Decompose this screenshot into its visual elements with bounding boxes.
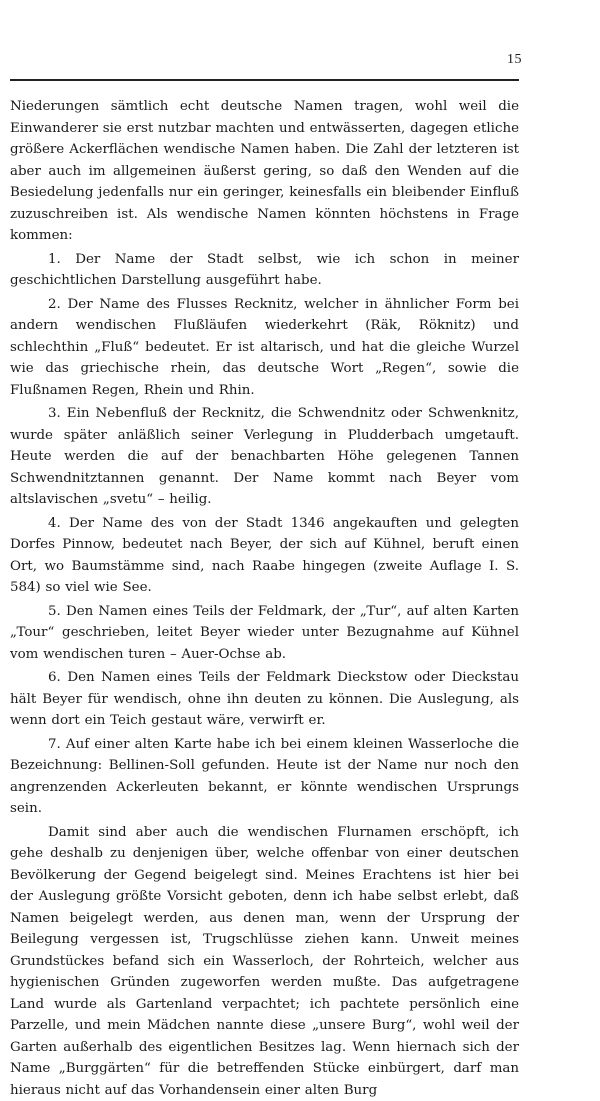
header-rule — [10, 79, 519, 81]
paragraph-item-4: 4. Der Name des von der Stadt 1346 angekauften und gelegten Dorfes Pinnow, bedeutet nach Beyer, der sich auf Kühnel, beruft einen Ort, wo Baumstämme sind, nach Raabe hingegen (zweite Auflage I. S. 584) so viel wie See. — [10, 513, 519, 599]
paragraph-item-1: 1. Der Name der Stadt selbst, wie ich schon in meiner geschichtlichen Darstellung ausgeführt habe. — [10, 249, 519, 292]
paragraph-item-3: 3. Ein Nebenfluß der Recknitz, die Schwendnitz oder Schwenknitz, wurde später anläßlich seiner Verlegung in Pludderbach umgetauft. Heute werden die auf der benachbarten Höhe gelegenen Tannen Schwendnitztannen genannt. Der Name kommt nach Beyer vom altslavischen „svetu“ – heilig. — [10, 403, 519, 511]
paragraph-closing: Damit sind aber auch die wendischen Flurnamen erschöpft, ich gehe deshalb zu denjenigen über, welche offenbar von einer deutschen Bevölkerung der Gegend beigelegt sind. Meines Erachtens ist hier bei der Auslegung größte Vorsicht geboten, denn ich habe selbst erlebt, daß Namen beigelegt werden, aus denen man, wenn der Ursprung der Beilegung vergessen ist, Trugschlüsse ziehen kann. Unweit meines Grundstückes befand sich ein Wasserloch, der Rohrteich, welcher aus hygienischen Gründen zugeworfen werden mußte. Das aufgetragene Land wurde als Gartenland verpachtet; ich pachtete persönlich eine Parzelle, und mein Mädchen nannte diese „unsere Burg“, wohl weil der Garten außerhalb des eigentlichen Besitzes lag. Wenn hiernach sich der Name „Burggärten“ für die betreffenden Stücke einbürgert, darf man hieraus nicht auf das Vorhandensein einer alten Burg — [10, 822, 519, 1101]
paragraph-item-6: 6. Den Namen eines Teils der Feldmark Dieckstow oder Dieckstau hält Beyer für wendisch, ohne ihn deuten zu können. Die Auslegung, als wenn dort ein Teich gestaut wäre, verwirft er. — [10, 667, 519, 732]
page-body-text — [10, 96, 519, 1101]
paragraph-item-2: 2. Der Name des Flusses Recknitz, welcher in ähnlicher Form bei andern wendischen Flußläufen wiederkehrt (Räk, Röknitz) und schlechthin „Fluß“ bedeutet. Er ist altarisch, und hat die gleiche Wurzel wie das griechische rhein, das deutsche Wort „Regen“, sowie die Flußnamen Regen, Rhein und Rhin. — [10, 294, 519, 402]
paragraph-item-5: 5. Den Namen eines Teils der Feldmark, der „Tur“, auf alten Karten „Tour“ geschrieben, leitet Beyer wieder unter Bezugnahme auf Kühnel vom wendischen turen – Auer-Ochse ab. — [10, 601, 519, 666]
page-number: 15 — [507, 52, 522, 68]
paragraph-item-7: 7. Auf einer alten Karte habe ich bei einem kleinen Wasserloche die Bezeichnung: Bellinen-Soll gefunden. Heute ist der Name nur noch den angrenzenden Ackerleuten bekannt, er könnte wendischen Ursprungs sein. — [10, 734, 519, 820]
paragraph-continuation: Niederungen sämtlich echt deutsche Namen tragen, wohl weil die Einwanderer sie erst nutzbar machten und entwässerten, dagegen etliche größere Ackerflächen wendische Namen haben. Die Zahl der letzteren ist aber auch im allgemeinen äußerst gering, so daß den Wenden auf die Besiedelung jedenfalls nur ein geringer, keinesfalls ein bleibender Einfluß zuzuschreiben ist. Als wendische Namen könnten höchstens in Frage kommen: — [10, 96, 519, 247]
